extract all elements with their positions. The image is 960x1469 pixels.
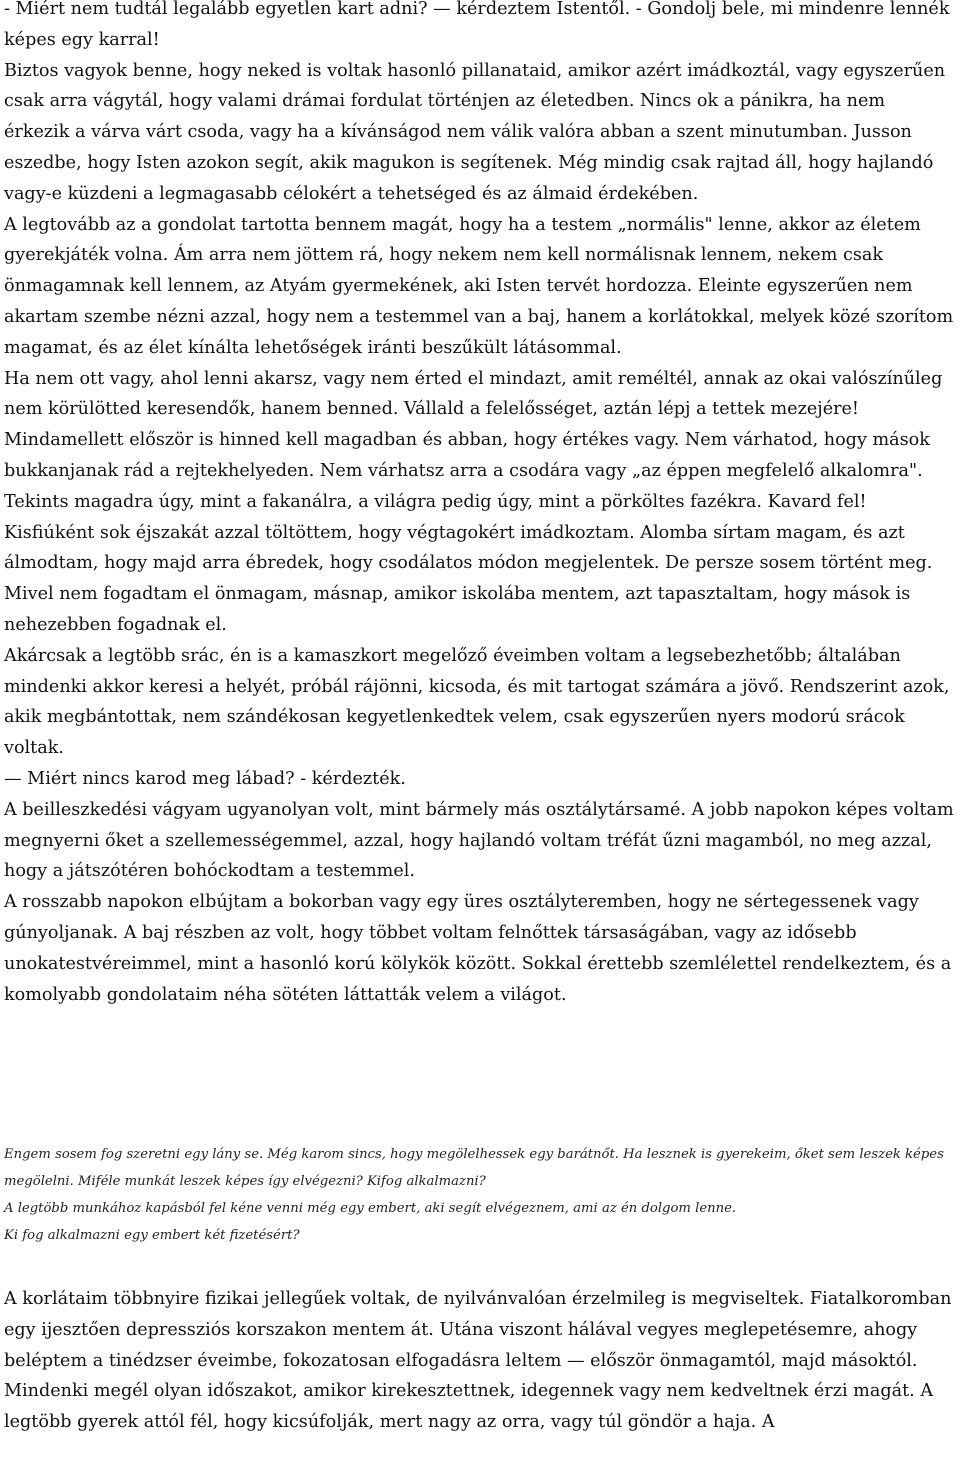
paragraph: Biztos vagyok benne, hogy neked is voltak hasonló pillanataid, amikor azért imádkoztál, vagy egyszerűen csak arra vágytál, hogy valami drámai fordulat történjen az életedben. Nincs ok a pánikra, ha nem érkezik a várva várt csoda, vagy ha a kívánságod nem válik valóra abban a szent minutumban. Jusson eszedbe, hogy Isten azokon segít, akik magukon is segítenek. Még mindig csak rajtad áll, hogy hajlandó vagy-e küzdeni a legmagasabb célokért a tehetséged és az álmaid érdekében. — [4, 60, 946, 204]
handwritten-line: Ki fog alkalmazni egy embert két fizetésért? — [4, 1228, 300, 1243]
paragraph: A rosszabb napokon elbújtam a bokorban vagy egy üres osztályteremben, hogy ne sértegessenek vagy gúnyoljanak. A baj részben az volt, hogy többet voltam felnőttek társaságában, vagy az idősebb unokatestvéreimmel, mint a hasonló korú kölykök között. Sokkal érettebb szemlélettel rendelkeztem, és a komolyabb gondolataim néha sötéten láttatták velem a világot. — [4, 892, 952, 1005]
paragraph: Mindenki megél olyan időszakot, amikor kirekesztettnek, idegennek vagy nem kedveltnek érzi magát. A legtöbb gyerek attól fél, hogy kicsúfolják, mert nagy az orra, vagy túl göndör a haja. A — [4, 1381, 934, 1433]
closing-text-block — [4, 1284, 956, 1438]
paragraph: Ha nem ott vagy, ahol lenni akarsz, vagy nem érted el mindazt, amit reméltél, annak az okai valószínűleg nem körülötted keresendők, hanem benned. Vállald a felelősséget, aztán lépj a tettek mezejére! Mindamellett először is hinned kell magadban és abban, hogy értékes vagy. Nem várhatod, hogy mások bukkanjanak rád a rejtekhelyeden. Nem várhatsz arra a csodára vagy „az éppen megfelelő alkalomra". Tekints magadra úgy, mint a fakanálra, a világra pedig úgy, mint a pörköltes fazékra. Kavard fel! — [4, 368, 943, 512]
paragraph: Kisfiúként sok éjszakát azzal töltöttem, hogy végtagokért imádkoztam. Alomba sírtam magam, és azt álmodtam, hogy majd arra ébredek, hogy csodálatos módon megjelentek. De persze sosem történt meg. Mivel nem fogadtam el önmagam, másnap, amikor iskolába mentem, azt tapasztaltam, hogy mások is nehezebben fogadnak el. — [4, 522, 933, 635]
paragraph: A beilleszkedési vágyam ugyanolyan volt, mint bármely más osztálytársamé. A jobb napokon képes voltam megnyerni őket a szellemességemmel, azzal, hogy hajlandó voltam tréfát űzni magamból, no meg azzal, hogy a játszótéren bohóckodtam a testemmel. — [4, 799, 954, 882]
main-text-block — [4, 0, 956, 1010]
paragraph: Akárcsak a legtöbb srác, én is a kamaszkort megelőző éveimben voltam a legsebezhetőbb; általában mindenki akkor keresi a helyét, próbál rájönni, kicsoda, és mit tartogat számára a jövő. Rendszerint azok, akik megbántottak, nem szándékosan kegyetlenkedtek velem, csak egyszerűen nyers modorú srácok voltak. — [4, 645, 950, 759]
handwritten-line: A legtöbb munkához kapásból fel kéne venni még egy embert, aki segít elvégeznem, ami az én dolgom lenne. — [4, 1201, 737, 1216]
dialogue-line: — Miért nincs karod meg lábad? - kérdezték. — [4, 768, 406, 789]
handwritten-thoughts — [4, 1141, 956, 1249]
opening-dialogue: - Miért nem tudtál legalább egyetlen kart adni? — kérdeztem Istentől. - Gondolj bele, mi mindenre lennék képes egy karral! — [4, 0, 950, 50]
paragraph: A korlátaim többnyire fizikai jellegűek voltak, de nyilvánvalóan érzelmileg is megviseltek. Fiatalkoromban egy ijesztően depressziós korszakon mentem át. Utána viszont hálával vegyes meglepetésemre, ahogy beléptem a tinédzser éveimbe, fokozatosan elfogadásra leltem — először önmagamtól, majd másoktól. — [4, 1289, 952, 1371]
handwritten-line: Engem sosem fog szeretni egy lány se. Még karom sincs, hogy megölelhessek egy barátnőt. Ha lesznek is gyerekeim, őket sem leszek képes megölelni. Miféle munkát leszek képes így elvégezni? Kifog alkalmazni? — [4, 1147, 944, 1189]
paragraph: A legtovább az a gondolat tartotta bennem magát, hogy ha a testem „normális" lenne, akkor az életem gyerekjáték volna. Ám arra nem jöttem rá, hogy nekem nem kell normálisnak lennem, nekem csak önmagamnak kell lennem, az Atyám gyermekének, aki Isten tervét hordozza. Eleinte egyszerűen nem akartam szembe nézni azzal, hogy nem a testemmel van a baj, hanem a korlátokkal, melyek közé szorítom magamat, és az élet kínálta lehetőségek iránti beszűkült látásommal. — [4, 214, 954, 358]
